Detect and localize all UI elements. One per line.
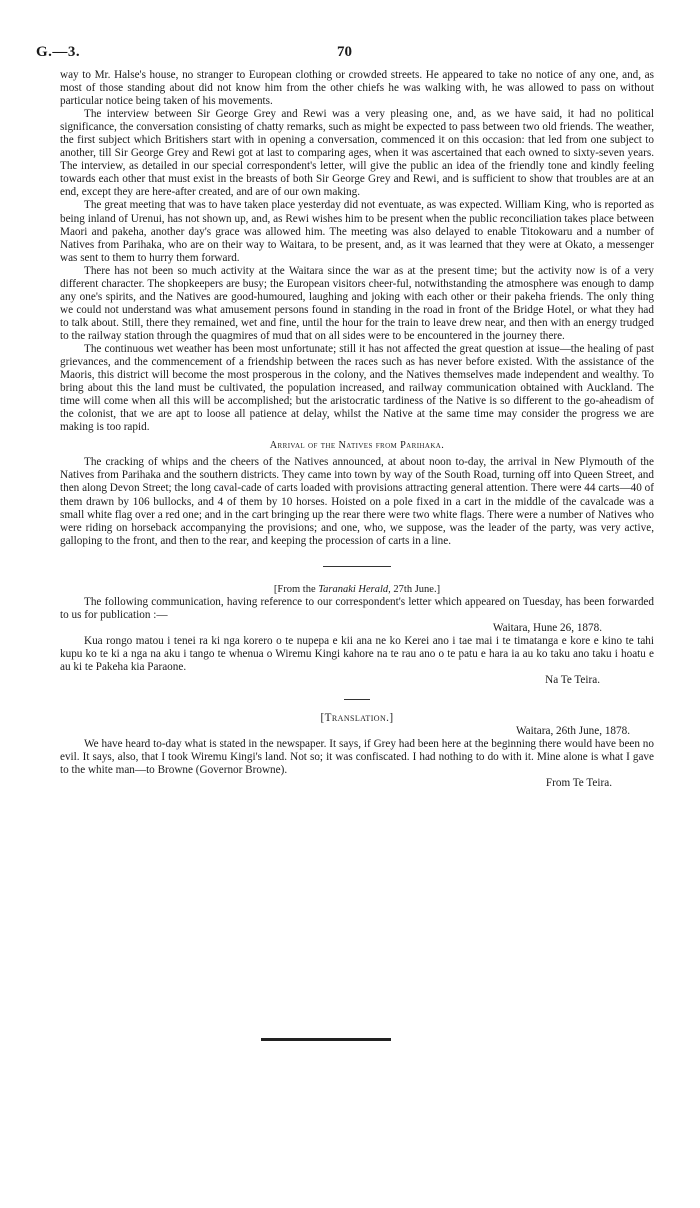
english-letter: We have heard to-day what is stated in the newspaper. It says, if Grey had been here at the beginning there would have been no evil. It says, also, that I took Wiremu Kingi's land. Not so; it was confiscated. I had nothing to do with it. Mine alone is what I gave to the white man—to Browne (Governor Browne). [60, 738, 654, 777]
herald-intro: The following communication, having reference to our correspondent's letter which appeared on Tuesday, has been forwarded to us for publication :— [60, 595, 654, 621]
paragraph-1: way to Mr. Halse's house, no stranger to European clothing or crowded streets. He appeared to take no notice of any one, and, as most of those standing about did not know him from the other chiefs he was walking with, he was allowed to pass on without particular notice being taken of his movements. [60, 69, 654, 108]
maori-signature: Na Te Teira. [545, 674, 600, 687]
document-body [60, 69, 654, 790]
translation-divider [344, 699, 370, 700]
english-signature: From Te Teira. [545, 777, 612, 790]
paragraph-3: The great meeting that was to have taken place yesterday did not eventuate, as was expected. William King, who is reported as being inland of Urenui, has not shown up, and, as Rewi wishes him to be present when the public reconciliation takes place between Maori and pakeha, another day's grace was allowed him. The meeting was also delayed to enable Titokowaru and a number of Natives from Parihaka, who are on their way to Waitara, to be present, and, as it was learned that they were at Okato, a messenger was sent to them to hurry them forward. [60, 199, 654, 264]
herald-source-prefix: [From the [273, 583, 316, 595]
arrival-paragraph: The cracking of whips and the cheers of the Natives announced, at about noon to-day, the arrival in New Plymouth of the Natives from Parihaka and the southern districts. They came into town by way of the South Road, turning off into Queen Street, and then along Devon Street; the long caval-cade of carts loaded with provisions attracting general attention. There were 44 carts—40 of them drawn by 106 bullocks, and 4 of them by 10 horses. Hoisted on a pole fixed in a cart in the middle of the cavalcade was a small white flag over a red one; and in the cart bringing up the rear there were two white flags. There were a number of Natives who were riding on horseback accompanying the provisions; and one, who, we suppose, was the leader of the party, was very active, galloping to the front, and then to the rear, and keeping the procession of carts in a line. [60, 456, 654, 547]
herald-source [60, 583, 654, 596]
section-heading-arrival: Arrival of the Natives from Parihaka. [269, 440, 445, 452]
paragraph-2: The interview between Sir George Grey and Rewi was a very pleasing one, and, as we have said, it had no political significance, the conversation consisting of chatty remarks, such as might be expected to pass between two old friends. The weather, the first subject which Britishers start with in opening a conversation, commenced it on this occasion: that led from one subject to another, till Sir George Grey and Rewi got at last to comparing ages, when it was ascertained that each owned to sixty-seven years. The interview, as detailed in our special correspondent's letter, will give the public an idea of the friendly tone and kindly feeling towards each other that must exist in the breasts of both Sir George Grey and Rewi, and is sufficient to show that troubles are at an end, except they are here-after created, and are of our own making. [60, 108, 654, 199]
english-dateline: Waitara, 26th June, 1878. [515, 725, 630, 738]
section-divider [323, 566, 391, 567]
paragraph-5: The continuous wet weather has been most unfortunate; still it has not affected the great question at issue—the healing of past grievances, and the commencement of a friendship between the races such as has never before existed. With the assistance of the Maoris, this district will become the most prosperous in the colony, and the Natives themselves made independent and wealthy. To bring about this the land must be cultivated, the population increased, and railway communication obtained with Auckland. The time will come when all this will be accomplished; but the aristocratic tardiness of the Native is so different to the go-aheadism of the colonist, that we are apt to loose all patience at delay, whilst the Native at the same time may consider the progress we are making is too rapid. [60, 342, 654, 434]
paragraph-4: There has not been so much activity at the Waitara since the war as at the present time; but the activity now is of a very different character. The shopkeepers are busy; the European visitors cheer-ful, notwithstanding the atmosphere was enough to damp any one's spirits, and the Natives are good-humoured, laughing and joking with each other or their pakeha friends. The only thing we could not understand was what amusement persons found in standing in the road in front of the Bridge Hotel, or what they had to talk about. Still, there they remained, wet and fine, until the hour for the train to leave drew near, and then with an energy trudged to the railway station through the quagmires of mud that on all sides were to be encountered in the journey there. [60, 264, 654, 342]
maori-dateline: Waitara, Hune 26, 1878. [492, 621, 602, 634]
page-number: 70 [337, 44, 352, 60]
herald-source-paper: Taranaki Herald, [318, 583, 391, 595]
herald-source-suffix: 27th June.] [393, 583, 441, 595]
maori-letter: Kua rongo matou i tenei ra ki nga korero o te nupepa e kii ana ne ko Kerei ano i tae mai i te timatanga e kore e kino te tahi kupu ko te ki a nga na aku i tango te whenua o Wiremu Kingi kahore na te rau ano o te patu e hara ia au ko taku ano taku i hoatu e au ki te Pakeha kia Paraone. [60, 634, 654, 673]
page-code: G.—3. [36, 44, 81, 60]
end-rule [261, 1038, 391, 1041]
translation-heading: [Translation.] [320, 712, 394, 725]
